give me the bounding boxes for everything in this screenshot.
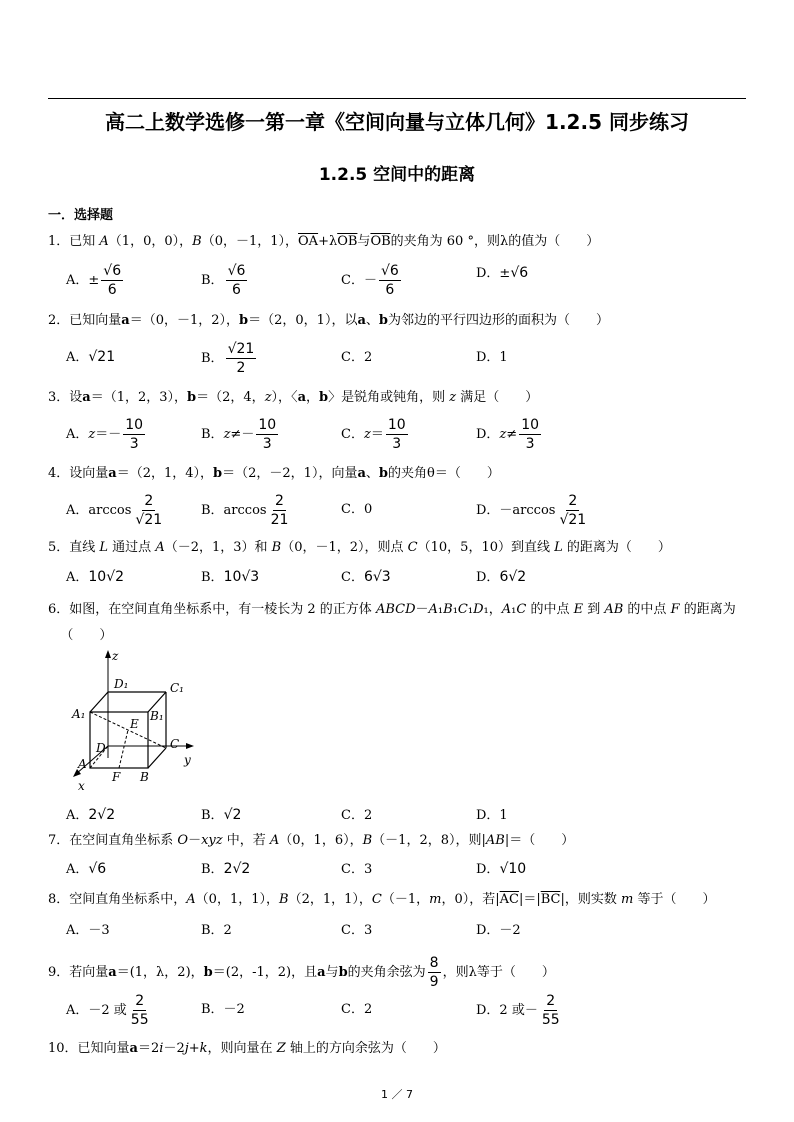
- question-7: [48, 832, 748, 850]
- question-6-stem: 6．如图，在空间直角坐标系中，有一棱长为 2 的正方体 ABCD－A₁B₁C₁D₁，A₁C 的中点 E 到 AB 的中点 F 的距离为 （ ）: [48, 602, 736, 643]
- page-number: 1 ／ 7: [381, 1088, 413, 1101]
- option-a[interactable]: A．√21: [66, 349, 116, 365]
- label-D1: D₁: [114, 677, 129, 691]
- option-d[interactable]: D．－2: [476, 923, 521, 938]
- label-E: E: [130, 717, 139, 731]
- question-4: [48, 465, 748, 483]
- label-y: y: [184, 753, 191, 767]
- question-5-stem: 5．直线 L 通过点 A（－2，1，3）和 B（0，－1，2），则点 C（10，5，10）到直线 L 的距离为（ ）: [48, 540, 671, 555]
- label-F: F: [112, 770, 121, 784]
- option-c[interactable]: C．6√3: [341, 569, 391, 585]
- label-B: B: [140, 770, 149, 784]
- question-3-stem: 3．设a＝（1，2，3），b＝（2，4，z），〈a，b〉是锐角或钝角，则 z 满足（ ）: [48, 390, 539, 405]
- question-8: [48, 891, 748, 909]
- option-b[interactable]: B．2√2: [201, 861, 251, 877]
- option-d[interactable]: D．±√6: [476, 265, 529, 281]
- question-8-stem: 8．空间直角坐标系中，A（0，1，1），B（2，1，1），C（－1，m，0），若$|\overline{AC}|=|\overline{BC}|$，则实数 m 等于（ ）: [48, 892, 716, 907]
- question-10-stem: 10．已知向量a＝2i－2j+k，则向量在 Z 轴上的方向余弦为（ ）: [48, 1041, 446, 1056]
- option-a[interactable]: A．10√2: [66, 569, 125, 585]
- label-C: C: [170, 737, 180, 751]
- option-d[interactable]: D．1: [476, 350, 508, 365]
- option-c[interactable]: C．3: [341, 862, 373, 877]
- option-a[interactable]: A．± $\frac{√6}{6}$: [66, 263, 122, 298]
- option-b[interactable]: B．10√3: [201, 569, 260, 585]
- option-b[interactable]: B．√2: [201, 807, 242, 823]
- page-title: 高二上数学选修一第一章《空间向量与立体几何》1.2.5 同步练习: [105, 110, 689, 134]
- question-9-stem: 9．若向量a＝(1，λ，2)，b＝(2，-1，2)，且a与b的夹角余弦为 $\frac{8}{9}$ ，则λ等于（ ）: [48, 955, 555, 990]
- question-1-stem: 1．已知 A（1，0，0），B（0，－1，1），$\overline{OA}+\lambda\overline{OB}$与$\overline{OB}$的夹角为 60 °，则λ的值为（ ）: [48, 234, 600, 249]
- option-c[interactable]: C．2: [341, 1002, 373, 1017]
- option-d[interactable]: D．2 或－ $\frac{2}{55}$: [476, 993, 560, 1028]
- header-rule: [48, 98, 746, 99]
- cube-figure: [70, 648, 200, 790]
- option-c[interactable]: C．2: [341, 350, 373, 365]
- option-d[interactable]: D．z≠ $\frac{10}{3}$: [476, 417, 540, 452]
- label-z: z: [112, 649, 119, 663]
- question-9: [48, 954, 748, 991]
- question-1: [48, 233, 748, 251]
- option-a[interactable]: A．z＝－ $\frac{10}{3}$: [66, 417, 144, 452]
- question-4-stem: 4．设向量a＝（2，1，4），b＝（2，－2，1），向量a、b的夹角θ＝（ ）: [48, 466, 500, 481]
- option-b[interactable]: B．2: [201, 923, 232, 938]
- question-2-stem: 2．已知向量a＝（0，－1，2），b＝（2，0，1），以a、b为邻边的平行四边形的面积为（ ）: [48, 313, 610, 328]
- option-b[interactable]: B．z≠－ $\frac{10}{3}$: [201, 417, 277, 452]
- question-2: [48, 312, 748, 330]
- label-x: x: [78, 779, 85, 790]
- option-a[interactable]: A．arccos $\frac{2}{√21}$: [66, 493, 163, 528]
- label-B1: B₁: [150, 709, 164, 723]
- label-A1: A₁: [72, 707, 86, 721]
- question-7-stem: 7．在空间直角坐标系 O－xyz 中，若 A（0，1，6），B（－1，2，8），则|AB|＝（ ）: [48, 833, 575, 848]
- question-5: [48, 539, 748, 557]
- option-b[interactable]: B． $\frac{√21}{2}$: [201, 341, 255, 376]
- option-d[interactable]: D．6√2: [476, 569, 527, 585]
- option-a[interactable]: A．2√2: [66, 807, 116, 823]
- question-6: [48, 597, 748, 649]
- option-c[interactable]: C．0: [341, 502, 373, 517]
- option-c[interactable]: C．2: [341, 808, 373, 823]
- option-c[interactable]: C．z＝ $\frac{10}{3}$: [341, 417, 406, 452]
- option-b[interactable]: B． $\frac{√6}{6}$: [201, 263, 246, 298]
- option-c[interactable]: C．－ $\frac{√6}{6}$: [341, 263, 399, 298]
- option-d[interactable]: D．√10: [476, 861, 527, 877]
- option-b[interactable]: B．－2: [201, 1002, 245, 1017]
- question-3: [48, 389, 748, 407]
- section-heading: 一．选择题: [48, 208, 114, 223]
- option-c[interactable]: C．3: [341, 923, 373, 938]
- option-a[interactable]: A．√6: [66, 861, 107, 877]
- option-b[interactable]: B．arccos $\frac{2}{21}$: [201, 493, 289, 528]
- option-d[interactable]: D．－arccos $\frac{2}{√21}$: [476, 493, 587, 528]
- label-C1: C₁: [170, 681, 184, 695]
- option-a[interactable]: A．－2 或 $\frac{2}{55}$: [66, 993, 149, 1028]
- question-10: [48, 1040, 748, 1058]
- label-D: D: [96, 741, 106, 755]
- section-subtitle: 1.2.5 空间中的距离: [318, 165, 476, 185]
- option-a[interactable]: A．－3: [66, 923, 110, 938]
- label-A: A: [78, 757, 87, 771]
- option-d[interactable]: D．1: [476, 808, 508, 823]
